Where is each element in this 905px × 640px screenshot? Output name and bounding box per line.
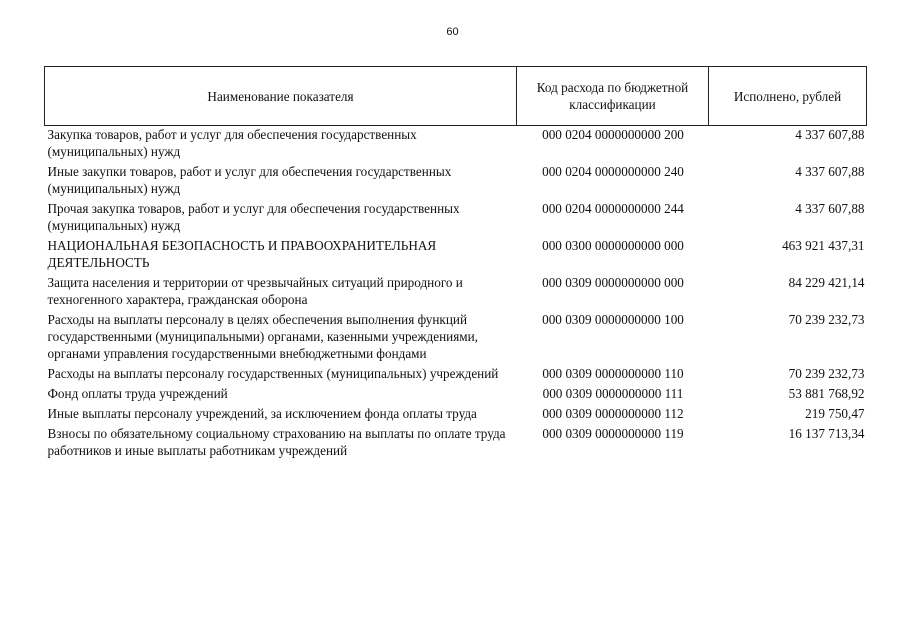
table-header xyxy=(45,67,867,126)
row-budget-code: 000 0309 0000000000 112 xyxy=(542,406,684,421)
table-row xyxy=(45,274,867,311)
row-executed-amount: 4 337 607,88 xyxy=(795,127,865,142)
table-row xyxy=(45,237,867,274)
row-indicator-name: Расходы на выплаты персоналу государственных (муниципальных) учреждений xyxy=(47,366,499,381)
row-budget-code: 000 0204 0000000000 240 xyxy=(542,164,684,179)
row-executed-amount: 84 229 421,14 xyxy=(788,275,865,290)
table-row xyxy=(45,385,867,405)
row-executed-amount: 4 337 607,88 xyxy=(795,164,865,179)
row-indicator-name: Расходы на выплаты персоналу в целях обеспечения выполнения функций государственными (муниципальными) органами, казенными учреждениями, органами управления государственными внебюджетными фондами xyxy=(47,312,478,361)
table-row xyxy=(45,163,867,200)
row-executed-amount: 4 337 607,88 xyxy=(795,201,865,216)
row-indicator-name: Фонд оплаты труда учреждений xyxy=(47,386,228,401)
expenditure-table xyxy=(44,66,867,462)
table-row xyxy=(45,405,867,425)
table-row xyxy=(45,126,867,164)
header-indicator-name: Наименование показателя xyxy=(45,67,517,126)
row-indicator-name: Защита населения и территории от чрезвычайных ситуаций природного и техногенного характера, гражданская оборона xyxy=(47,275,463,307)
row-executed-amount: 463 921 437,31 xyxy=(782,238,865,253)
row-indicator-name: НАЦИОНАЛЬНАЯ БЕЗОПАСНОСТЬ И ПРАВООХРАНИТЕЛЬНАЯ ДЕЯТЕЛЬНОСТЬ xyxy=(47,238,437,270)
row-executed-amount: 219 750,47 xyxy=(805,406,865,421)
page-number: 60 xyxy=(446,26,459,38)
row-budget-code: 000 0309 0000000000 119 xyxy=(542,426,684,441)
table-row xyxy=(45,365,867,385)
row-budget-code: 000 0309 0000000000 111 xyxy=(542,386,684,401)
row-executed-amount: 16 137 713,34 xyxy=(788,426,865,441)
row-budget-code: 000 0309 0000000000 000 xyxy=(542,275,684,290)
row-executed-amount: 70 239 232,73 xyxy=(788,312,865,327)
row-indicator-name: Иные выплаты персоналу учреждений, за исключением фонда оплаты труда xyxy=(47,406,477,421)
row-budget-code: 000 0300 0000000000 000 xyxy=(542,238,684,253)
row-executed-amount: 53 881 768,92 xyxy=(788,386,865,401)
header-row xyxy=(45,67,867,126)
table-row xyxy=(45,425,867,462)
row-indicator-name: Прочая закупка товаров, работ и услуг для обеспечения государственных (муниципальных) нужд xyxy=(47,201,460,233)
table-row xyxy=(45,311,867,365)
row-budget-code: 000 0204 0000000000 244 xyxy=(542,201,684,216)
table-body xyxy=(45,126,867,463)
row-indicator-name: Взносы по обязательному социальному страхованию на выплаты по оплате труда работников и иные выплаты работникам учреждений xyxy=(47,426,506,458)
row-budget-code: 000 0309 0000000000 100 xyxy=(542,312,684,327)
row-budget-code: 000 0309 0000000000 110 xyxy=(542,366,684,381)
row-executed-amount: 70 239 232,73 xyxy=(788,366,865,381)
row-indicator-name: Закупка товаров, работ и услуг для обеспечения государственных (муниципальных) нужд xyxy=(47,127,417,159)
row-budget-code: 000 0204 0000000000 200 xyxy=(542,127,684,142)
row-indicator-name: Иные закупки товаров, работ и услуг для обеспечения государственных (муниципальных) нужд xyxy=(47,164,452,196)
header-executed-amount: Исполнено, рублей xyxy=(709,67,867,126)
header-budget-code: Код расхода по бюджетной классификации xyxy=(517,67,709,126)
table-row xyxy=(45,200,867,237)
